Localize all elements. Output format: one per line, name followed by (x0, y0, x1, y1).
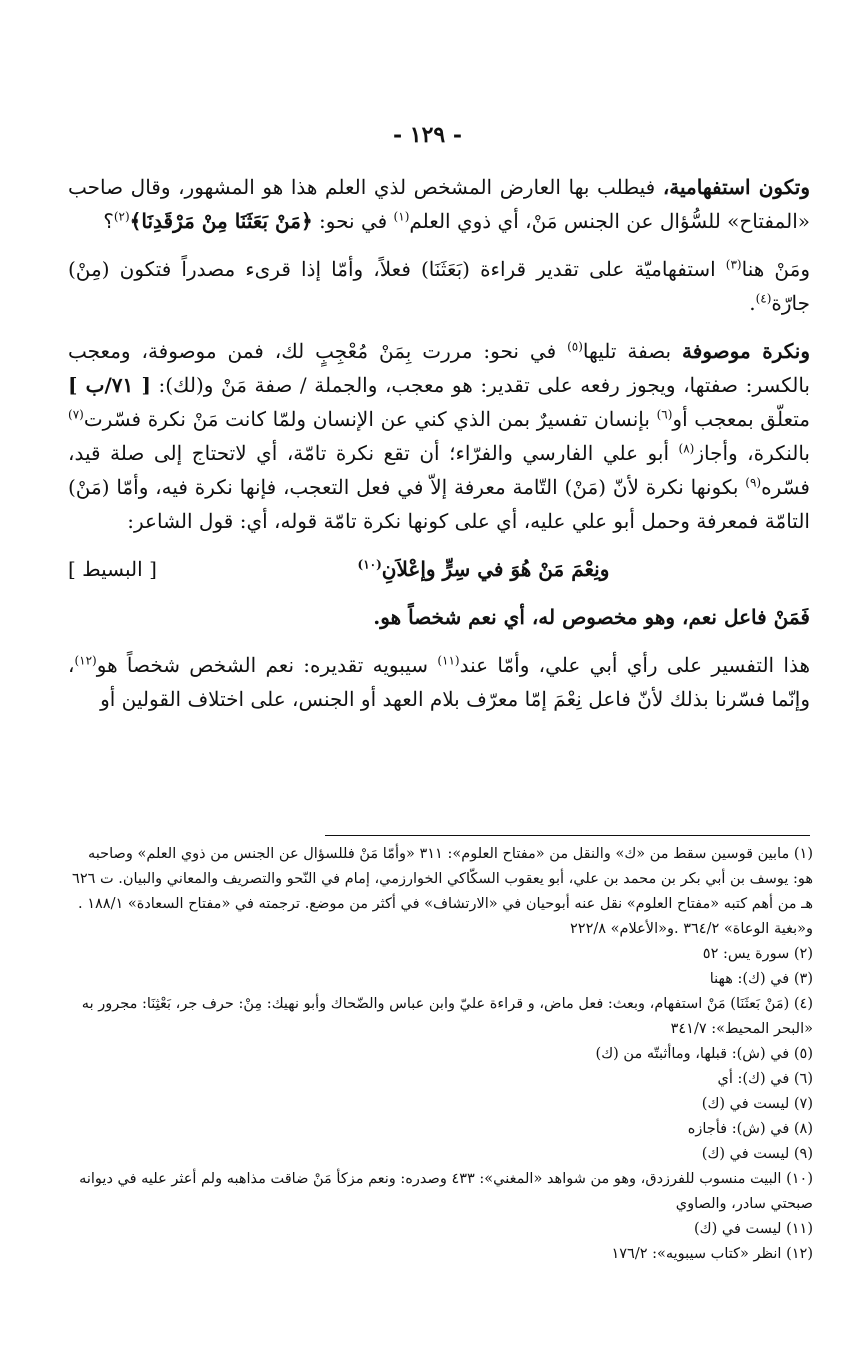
paragraph-text: هذا التفسير على رأي أبي علي، وأمّا عند (459, 653, 811, 677)
paragraph-text: بصفة تليها (582, 339, 683, 363)
footnote-text: في (ك): ههنا (709, 971, 790, 987)
footnote-item (68, 1167, 813, 1217)
footnote-text: ليست في (ك) (694, 1221, 782, 1237)
footnote-item (68, 842, 813, 942)
footnote-ref: (٤) (755, 291, 772, 306)
footnote-number: (١) (793, 846, 813, 862)
footnote-item (68, 942, 813, 967)
footnote-number: (٥) (793, 1046, 813, 1062)
footnote-ref: (١١) (437, 653, 460, 668)
footnote-item (68, 1142, 813, 1167)
paragraph-text: أبو علي الفارسي والفرّاء؛ أن تقع نكرة تامّة، أي لاتحتاج إلى صلة قيد، فسّره (68, 441, 810, 499)
footnote-ref: (١٠) (357, 557, 382, 572)
footnote-number: (٢) (793, 946, 813, 962)
footnote-number: (٣) (793, 971, 813, 987)
footnote-number: (٧) (793, 1096, 813, 1112)
footnote-ref: (٨) (678, 441, 695, 456)
footnote-text: انظر «كتاب سيبويه»: ١٧٦/٢ (611, 1246, 782, 1262)
paragraph-text: . (749, 291, 756, 315)
footnote-ref: (٦) (656, 407, 673, 422)
paragraph-interrogative (68, 170, 810, 238)
footnote-item (68, 1067, 813, 1092)
paragraph-text: ؟ (103, 209, 114, 233)
paragraph-text: فَمَنْ فاعل نعم، وهو مخصوص له، أي نعم شخصاً هو. (373, 605, 810, 629)
footnote-text: البيت منسوب للفرزدق، وهو من شواهد «المغني»: ٤٣٣ وصدره: ونعم مزكأ مَنْ ضاقت مذاهبه ولم أعثر عليه في ديوانه صبحتي سادر، والصاوي (79, 1171, 813, 1212)
footnote-ref: (٩) (745, 475, 762, 490)
paragraph-text: فيطلب بها العارض المشخص لذي العلم هذا هو المشهور، وقال صاحب «المفتاح» للسُّؤال عن الجنس مَنْ، أي ذوي العلم (68, 175, 810, 233)
footnote-number: (٤) (793, 996, 813, 1012)
paragraph-reading (68, 252, 810, 320)
heading-indefinite: ونكرة موصوفة (682, 339, 811, 363)
footnote-item (68, 1242, 813, 1267)
heading-interrogative: وتكون استفهامية، (662, 175, 810, 199)
footnote-item (68, 1217, 813, 1242)
paragraph-indefinite (68, 334, 810, 538)
paragraph-text: بكونها نكرة لأنّ (مَنْ) التّامة معرفة إلاّ في فعل التعجب، فإنها نكرة فيه، وأمّا (مَنْ) التامّة فمعرفة وحمل أبو علي عليه، أي على كونها نكرة تامّة قوله، أي: قول الشاعر: (68, 475, 810, 533)
footnote-ref: (١) (393, 209, 410, 224)
page-number: - ١٢٩ - (392, 122, 463, 148)
footnote-number: (١١) (786, 1221, 813, 1237)
paragraph-sibawayh (68, 648, 810, 716)
footnote-ref: (٥) (567, 339, 583, 354)
footnote-item (68, 1117, 813, 1142)
footnote-item (68, 967, 813, 992)
footnote-number: (٦) (793, 1071, 813, 1087)
paragraph-text: في نحو: مررت بِمَنْ مُعْجِبٍ لك، فمن موصوفة، ومعجب بالكسر: صفتها، ويجوز رفعه على تقدير: هو معجب، والجملة / صفة مَنْ و(لك): (68, 339, 810, 397)
paragraph-text: استفهاميّة على تقدير قراءة (بَعَثَنَا) فعلاً، وأمّا إذا قرىء مصدراً فتكون (مِنْ) جارّة (68, 257, 810, 315)
verse-meter: [ البسيط ] (68, 557, 157, 581)
manuscript-folio-ref: [ ٧١/ب ] (68, 373, 151, 397)
footnote-text: ليست في (ك) (701, 1146, 790, 1162)
footnote-number: (١٠) (786, 1171, 813, 1187)
footnote-item (68, 992, 813, 1042)
footnote-item (68, 1042, 813, 1067)
footnote-ref: (٢) (113, 209, 130, 224)
paragraph-text: سيبويه تقديره: نعم الشخص شخصاً هو (96, 653, 438, 677)
footnote-ref: (١٢) (74, 653, 97, 668)
footnote-text: (مَنْ بَعثَنَا) مَنْ استفهام، وبعث: فعل ماض، و قراءة عليّ وابن عباس والضّحاك وأبو نهيك: مِنْ: حرف جر، بَعْثِنَا: مجرور به «البحر المحيط»: ٣٤١/٧ (81, 996, 813, 1037)
paragraph-text: ، وإنّما فسّرنا بذلك لأنّ فاعل نِعْمَ إمّا معرّف بلام العهد أو الجنس، على اختلاف القولين أو (68, 653, 810, 711)
paragraph-text: بإنسان تفسيرٌ بمن الذي كني عن الإنسان ولمّا كانت مَنْ نكرة فسّرت (83, 407, 657, 431)
footnote-number: (١٢) (786, 1246, 813, 1262)
paragraph-text: بالنكرة، وأجاز (694, 441, 810, 465)
footnote-separator (325, 835, 810, 836)
footnote-text: في (ش): فأجازه (687, 1121, 790, 1137)
footnotes (68, 842, 813, 1267)
footnote-text: في (ش): قبلها، وماأثبتّه من (ك) (595, 1046, 790, 1062)
footnote-number: (٨) (793, 1121, 813, 1137)
footnote-text: ليست في (ك) (701, 1096, 790, 1112)
main-text (68, 170, 810, 730)
paragraph-text: متعلّق بمعجب أو (672, 407, 811, 431)
footnote-text: مابين قوسين سقط من «ك» والنقل من «مفتاح العلوم»: ٣١١ «وأمّا مَنْ فللسؤال عن الجنس من ذوي العلم» وصاحبه هو: يوسف بن أبي بكر بن محمد بن علي، أبو يعقوب السكّاكي الخوارزمي، إمام في النّحو والتصريف والمعاني والبيان. ت ٦٢٦ هـ من أهم كتبه «مفتاح العلوم» نقل عنه أبوحيان في «الارتشاف» في أكثر من موضع. ترجمته في «مفتاح السعادة» ١٨٨/١ . و«بغية الوعاة» ٣٦٤/٢ .و«الأعلام» ٢٢٢/٨ (72, 846, 813, 937)
verse-text (157, 552, 810, 586)
footnote-text: في (ك): أي (717, 1071, 790, 1087)
verse-line-text: ونِعْمَ مَنْ هُوَ في سِرٍّ وإعْلاَنِ (381, 557, 610, 581)
paragraph-text: في نحو: (312, 209, 394, 233)
footnote-ref: (٧) (68, 407, 84, 422)
paragraph-explanation (68, 600, 810, 634)
footnote-number: (٩) (793, 1146, 813, 1162)
footnote-text: سورة يس: ٥٢ (702, 946, 790, 962)
poetry-verse (68, 552, 810, 586)
footnote-item (68, 1092, 813, 1117)
paragraph-text: ومَنْ هنا (741, 257, 810, 281)
quran-quote: ﴿مَنْ بَعَثَنَا مِنْ مَرْقَدِنَا﴾ (129, 209, 313, 233)
footnote-ref: (٣) (725, 257, 742, 272)
